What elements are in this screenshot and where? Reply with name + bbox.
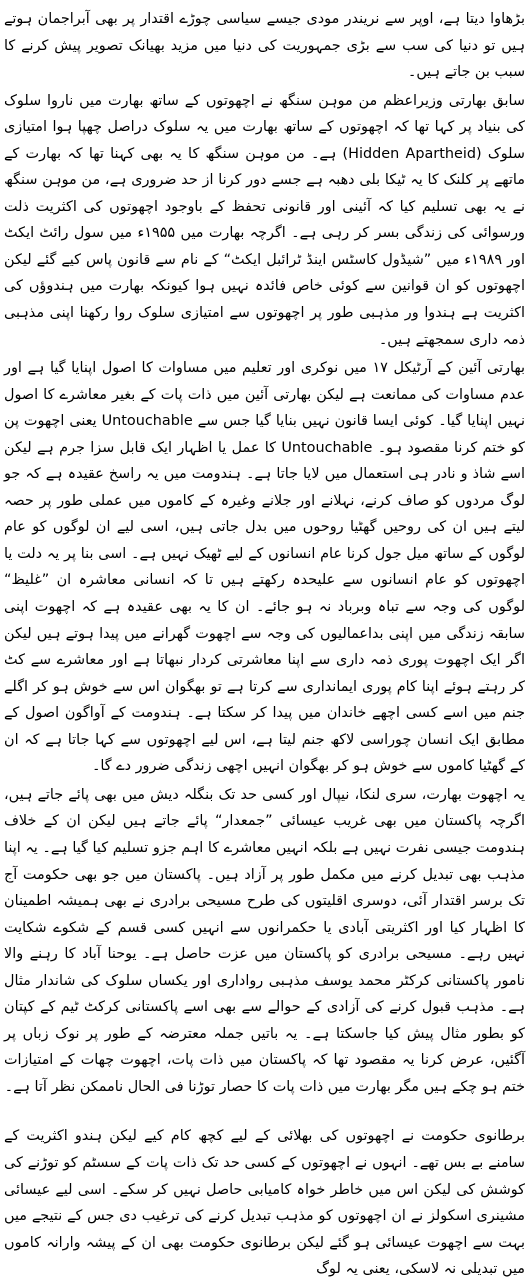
paragraph-british-rule: برطانوی حکومت نے اچھوتوں کی بھلائی کے لیے کچھ کام کیے لیکن ہندو اکثریت کے سامنے بے بس تھے۔ انہوں نے اچھوتوں کے کسی حد تک ذات پات کے سسٹم کو توڑنے کی کوشش کی لیکن اس میں خاطر خواہ کامیابی حاصل نہیں کر سکے۔ اسی لیے عیسائی مشینری اسکولز نے ان اچھوتوں کو مذہب تبدیل کرنے کی ترغیب دی جس کے نتیجے میں بہت سے اچھوت عیسائی ہو گئے لیکن برطانوی حکومت بھی ان کے پیشہ وارانہ کاموں میں تبدیلی نہ لاسکی، یعنی یہ لوگ bbox=[4, 1128, 525, 1278]
paragraph-pakistan: یہ اچھوت بھارت، سری لنکا، نیپال اور کسی حد تک بنگلہ دیش میں بھی پائے جاتے ہیں، اگرچہ پاکستان میں بھی غریب عیسائی ”جمعدار“ پائے جاتے ہیں لیکن ان کے خلاف ہندومت جیسی نفرت نہیں ہے بلکہ انہیں معاشرے کا اہم جزو تسلیم کیا گیا ہے۔ یہ اپنا مذہب بھی تبدیل کرنے میں مکمل طور پر آزاد ہیں۔ پاکستان میں جو بھی حکومت آج تک برسر اقتدار آئی، دوسری اقلیتوں کی طرح مسیحی برادری نے بھی ہمیشہ اطمینان کا اظہار کیا اور اکثریتی آبادی یا حکمرانوں سے انہیں کسی قسم کے شکوے شکایت نہیں رہے۔ مسیحی برادری کو پاکستان میں عزت حاصل ہے۔ یوحنا آباد کا رہنے والا نامور پاکستانی کرکٹر محمد یوسف مذہبی رواداری اور یکساں سلوک کی شاندار مثال ہے۔ مذہب قبول کرنے کی آزادی کے حوالے سے بھی اسے پاکستانی کرکٹ ٹیم کے کپتان کو بطور مثال پیش کیا جاسکتا ہے۔ یہ باتیں جملہ معترضہ کے طور پر نوک زباں پر آگئیں، عرض کرنا یہ مقصود تھا کہ پاکستان میں ذات پات، اچھوت چھات کے امتیازات ختم ہو چکے ہیں مگر بھارت میں ذات پات کا حصار توڑنا فی الحال ناممکن نظر آتا ہے۔ bbox=[4, 786, 525, 1095]
paragraph-intro: بڑھاوا دیتا ہے، اوپر سے نریندر مودی جیسے سیاسی چوڑے اقتدار پر بھی آبراجمان ہوتے ہیں تو دنیا کی سب سے بڑی جمہوریت کی دنیا میں مزید بھیانک تصویر پیش کرنے کا سبب بن جاتے ہیں۔ bbox=[4, 11, 525, 81]
paragraph-manmohan-singh: سابق بھارتی وزیراعظم من موہن سنگھ نے اچھوتوں کے ساتھ بھارت میں ناروا سلوک کی بنیاد پر کہا تھا کہ اچھوتوں کے ساتھ بھارت میں یہ سلوک دراصل چھپا ہوا امتیازی سلوک (Hidden Apartheid) ہے۔ من موہن سنگھ کا یہ بھی کہنا تھا کہ بھارت کے ماتھے پر کلنک کا یہ ٹیکا بلی دھبہ ہے جسے دور کرنا از حد ضروری ہے، من موہن سنگھ نے یہ بھی تسلیم کیا کہ آئینی اور قانونی تحفظ کے باوجود اچھوتوں کی اکثریت ذلت ورسوائی کی زندگی بسر کر رہی ہے۔ اگرچہ بھارت میں ۱۹۵۵ء میں سول رائٹ ایکٹ اور ۱۹۸۹ء میں ”شیڈول کاسٹس اینڈ ٹرائبل ایکٹ“ کے نام سے قانون پاس کیے گئے لیکن اچھوتوں کو ان قوانین سے کوئی خاص فائدہ نہیں ہوا کیونکہ بھارت میں ہندوؤں کی اکثریت ہے ہندوا ور مذہبی طور پر اچھوتوں سے امتیازی سلوک روا رکھنا اپنی مذہبی ذمہ داری سمجھتے ہیں۔ bbox=[4, 92, 525, 348]
article-body bbox=[4, 0, 525, 1283]
paragraph-constitution: بھارتی آئین کے آرٹیکل ۱۷ میں نوکری اور تعلیم میں مساوات کا اصول اپنایا گیا ہے اور عدم مساوات کی ممانعت ہے لیکن بھارتی آئین میں ذات پات کے بغیر معاشرے کا اصول نہیں اپنایا گیا۔ کوئی ایسا قانون نہیں بنایا گیا جس سے Untouchable یعنی اچھوت پن کو ختم کرنا مقصود ہو۔ Untouchable کا عمل یا اظہار ایک قابل سزا جرم ہے لیکن اسے شاذ و نادر ہی استعمال میں لایا جاتا ہے۔ ہندومت میں یہ راسخ عقیدہ ہے کہ جو لوگ مردوں کو صاف کرنے، نہلانے اور جلانے وغیرہ کے کاموں میں عملی طور پر حصہ لیتے ہیں ان کی روحیں گھٹیا روحوں میں بدل جاتی ہیں، اسی لیے ان لوگوں کو عام لوگوں کے ساتھ میل جول کرنا عام انسانوں کے لیے ٹھیک نہیں ہے۔ اسی بنا پر یہ دلت یا اچھوتوں کو عام انسانوں سے علیحدہ رکھتے ہیں تا کہ انسانی معاشرہ ان ”غلیظ“ لوگوں کی وجہ سے تباہ وبرباد نہ ہو جائے۔ ان کا یہ بھی عقیدہ ہے کہ اچھوت اپنی سابقہ زندگی میں اپنی بداعمالیوں کی وجہ سے اچھوت گھرانے میں پیدا ہوتے ہیں لیکن اگر ایک اچھوت پوری ذمہ داری سے اپنا معاشرتی کردار نبھاتا ہے اور معاشرے سے کٹ کر رہتے ہوئے اپنا کام پوری ایمانداری سے کرتا ہے تو بھگوان اس سے خوش ہو کر اگلے جنم میں اسے کسی اچھے خاندان میں پیدا کر سکتا ہے۔ ہندومت کے آواگون اصول کے مطابق ایک انسان چوراسی لاکھ جنم لیتا ہے، اس لیے اچھوتوں سے کہا جاتا ہے کہ ان کے گھٹیا کاموں سے خوش ہو کر بھگوان انہیں اچھی زندگی ضرور دے گا۔ bbox=[4, 360, 525, 775]
